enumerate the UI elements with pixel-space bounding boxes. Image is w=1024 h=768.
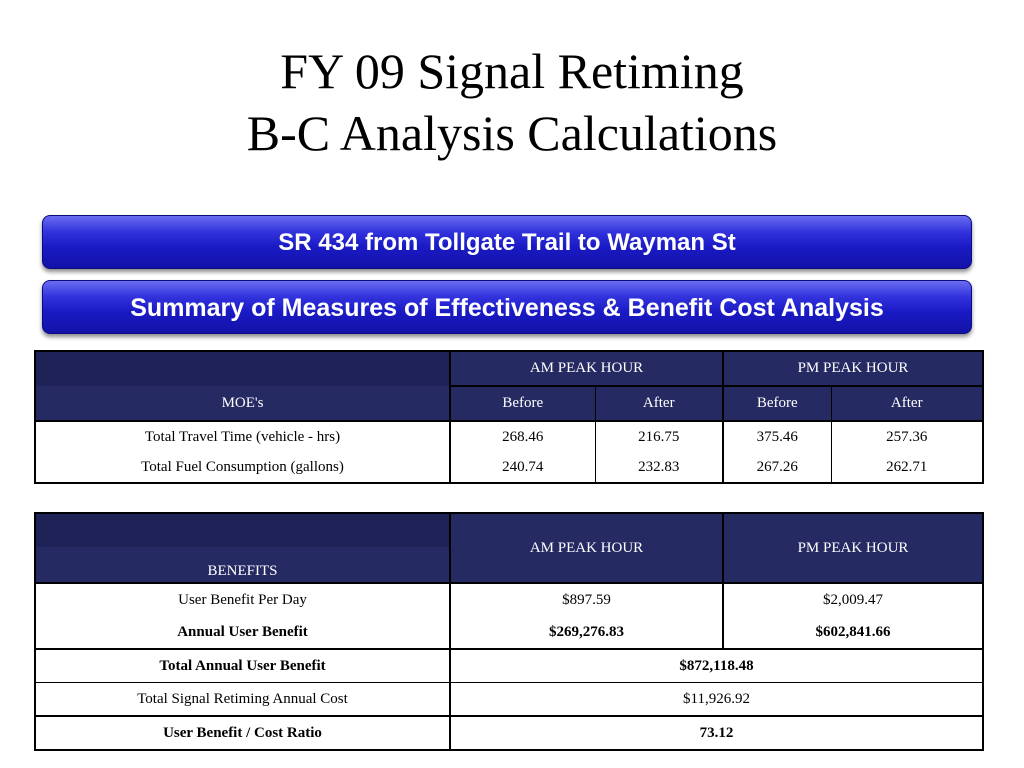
moe-am-after-header: After xyxy=(595,386,723,421)
moe-pm-before-header: Before xyxy=(723,386,831,421)
table-row xyxy=(35,616,983,649)
table-row xyxy=(35,649,983,683)
title-line-2: B-C Analysis Calculations xyxy=(246,105,778,161)
benefit-am-value: $269,276.83 xyxy=(450,616,723,649)
moe-am-after: 232.83 xyxy=(595,452,723,483)
moe-label: Total Fuel Consumption (gallons) xyxy=(141,458,344,475)
moe-am-header: AM PEAK HOUR xyxy=(450,351,723,386)
benefits-table xyxy=(34,512,984,751)
benefit-pm-value: $602,841.66 xyxy=(723,616,983,649)
moe-pm-after: 262.71 xyxy=(831,452,983,483)
corridor-banner: SR 434 from Tollgate Trail to Wayman St xyxy=(42,215,972,269)
moe-am-before-header: Before xyxy=(450,386,595,421)
table-row xyxy=(35,683,983,717)
table-row xyxy=(35,583,983,616)
moe-am-before: 268.46 xyxy=(450,421,595,452)
moe-row-header: MOE's xyxy=(35,386,450,421)
benefits-header-blank xyxy=(35,513,450,547)
benefit-total-value: $872,118.48 xyxy=(450,649,983,683)
moe-pm-after: 257.36 xyxy=(831,421,983,452)
moe-label: Total Travel Time (vehicle - hrs) xyxy=(144,428,341,445)
benefits-am-header: AM PEAK HOUR xyxy=(450,513,723,583)
moe-pm-before: 375.46 xyxy=(723,421,831,452)
table-row xyxy=(35,716,983,750)
moe-pm-before: 267.26 xyxy=(723,452,831,483)
benefits-row-header: BENEFITS xyxy=(35,547,450,583)
title-line-1: FY 09 Signal Retiming xyxy=(280,43,744,99)
moe-header-blank xyxy=(35,351,450,386)
benefit-pm-value: $2,009.47 xyxy=(723,583,983,616)
benefit-label: Total Annual User Benefit xyxy=(35,649,450,683)
moe-am-before: 240.74 xyxy=(450,452,595,483)
moe-am-after: 216.75 xyxy=(595,421,723,452)
benefit-label: User Benefit / Cost Ratio xyxy=(35,716,450,750)
table-row xyxy=(35,421,983,452)
moe-table xyxy=(34,350,984,484)
benefit-am-value: $897.59 xyxy=(450,583,723,616)
table-row xyxy=(35,452,983,483)
moe-pm-after-header: After xyxy=(831,386,983,421)
moe-pm-header: PM PEAK HOUR xyxy=(723,351,983,386)
benefit-ratio-value: 73.12 xyxy=(450,716,983,750)
slide-title xyxy=(0,40,1024,164)
benefit-label: Annual User Benefit xyxy=(177,623,308,640)
benefit-cost-value: $11,926.92 xyxy=(450,683,983,717)
benefit-label: Total Signal Retiming Annual Cost xyxy=(35,683,450,717)
benefits-pm-header: PM PEAK HOUR xyxy=(723,513,983,583)
summary-banner: Summary of Measures of Effectiveness & Benefit Cost Analysis xyxy=(42,280,972,334)
benefit-label: User Benefit Per Day xyxy=(178,591,307,608)
